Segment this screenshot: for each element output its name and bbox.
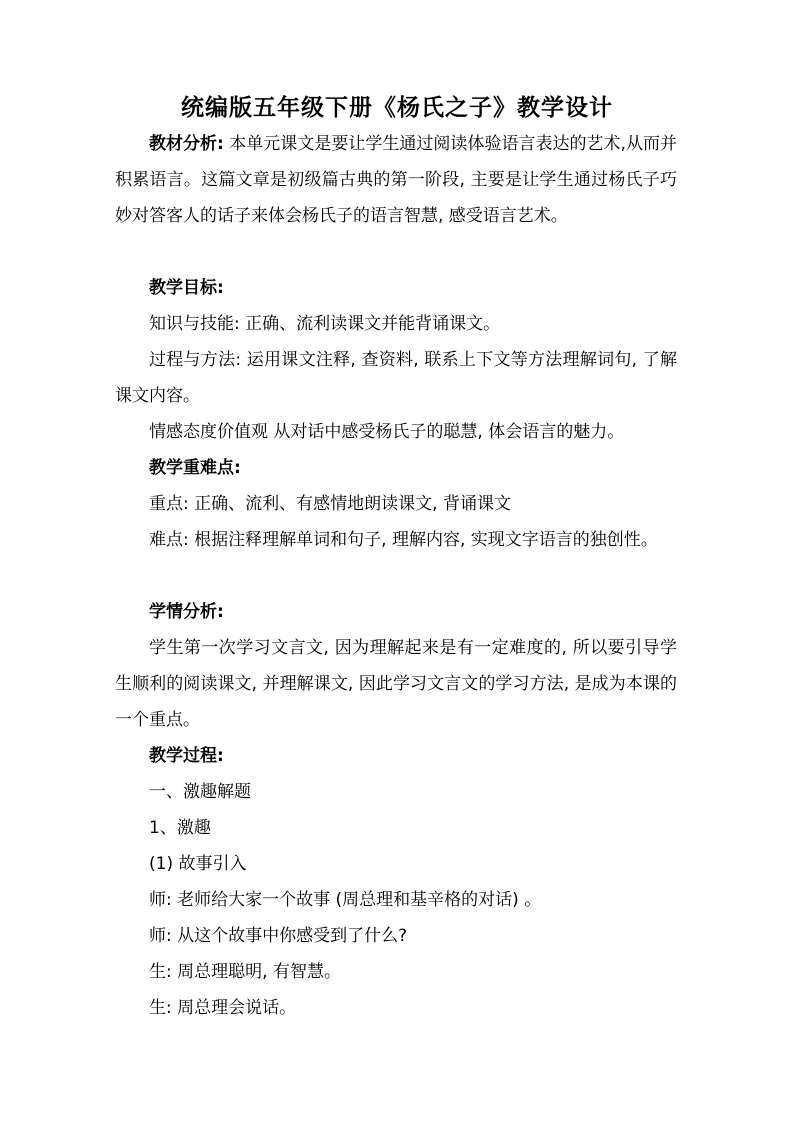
document-title: 统编版五年级下册《杨氏之子》教学设计 <box>181 95 613 121</box>
dialog-line: 师: 从这个故事中你感受到了什么? <box>149 926 408 946</box>
goal-knowledge: 知识与技能: 正确、流利读课文并能背诵课文。 <box>149 314 501 334</box>
learner-analysis-heading: 学情分析: <box>149 602 224 622</box>
step-one-subheading: 1、激趣 <box>149 818 211 838</box>
key-point-difficulty: 难点: 根据注释理解单词和句子, 理解内容, 实现文字语言的独创性。 <box>149 530 658 550</box>
analysis-label: 教材分析: <box>149 134 224 154</box>
dialog-line: 师: 老师给大家一个故事 (周总理和基辛格的对话) 。 <box>149 890 542 910</box>
step-one-item: (1) 故事引入 <box>149 854 247 874</box>
teaching-material-analysis <box>115 126 677 234</box>
step-one-heading: 一、激趣解题 <box>149 782 251 802</box>
dialog-line: 生: 周总理聪明, 有智慧。 <box>149 962 341 982</box>
key-points-heading: 教学重难点: <box>149 458 241 478</box>
goal-process: 过程与方法: 运用课文注释, 查资料, 联系上下文等方法理解词句, 了解课文内容。 <box>115 350 677 406</box>
dialog-line: 生: 周总理会说话。 <box>149 998 297 1018</box>
learner-analysis-text: 学生第一次学习文言文, 因为理解起来是有一定难度的, 所以要引导学生顺利的阅读课文, 并理解课文, 因此学习文言文的学习方法, 是成为本课的一个重点。 <box>115 638 677 730</box>
teaching-goals-heading: 教学目标: <box>149 278 224 298</box>
key-point-focus: 重点: 正确、流利、有感情地朗读课文, 背诵课文 <box>149 494 511 514</box>
analysis-text: 本单元课文是要让学生通过阅读体验语言表达的艺术,从而并积累语言。这篇文章是初级篇古典的第一阶段, 主要是让学生通过杨氏子巧妙对答客人的话子来体会杨氏子的语言智慧, 感受语言艺术。 <box>115 134 677 226</box>
teaching-process-heading: 教学过程: <box>149 746 224 766</box>
goal-emotion: 情感态度价值观 从对话中感受杨氏子的聪慧, 体会语言的魅力。 <box>149 422 625 442</box>
